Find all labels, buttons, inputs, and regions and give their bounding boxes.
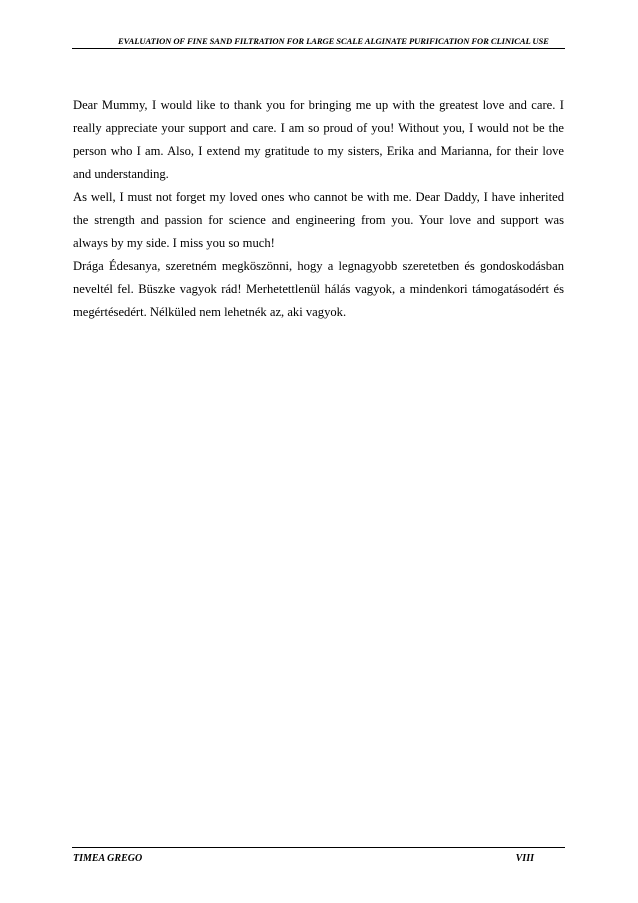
header-divider [72, 48, 565, 49]
running-header-title: EVALUATION OF FINE SAND FILTRATION FOR LARGE SCALE ALGINATE PURIFICATION FOR CLINICAL USE [118, 36, 549, 46]
paragraph-hungarian: Drága Édesanya, szeretném megköszönni, hogy a legnagyobb szeretetben és gondoskodásban neveltél fel. Büszke vagyok rád! Merhetettlenül hálás vagyok, a mindenkori támogatásodért és megértésedért. Nélküled nem lehetnék az, aki vagyok. [73, 259, 564, 319]
acknowledgement-body [73, 94, 564, 324]
footer-divider [72, 847, 565, 848]
paragraph-mother: Dear Mummy, I would like to thank you for bringing me up with the greatest love and care. I really appreciate your support and care. I am so proud of you! Without you, I would not be the person who I am. Also, I extend my gratitude to my sisters, Erika and Marianna, for their love and understanding. [73, 98, 564, 181]
footer-author: TIMEA GREGO [73, 853, 143, 864]
page-number: VIII [515, 853, 534, 864]
paragraph-father: As well, I must not forget my loved ones who cannot be with me. Dear Daddy, I have inherited the strength and passion for science and engineering from you. Your love and support was always by my side. I miss you so much! [73, 190, 564, 250]
